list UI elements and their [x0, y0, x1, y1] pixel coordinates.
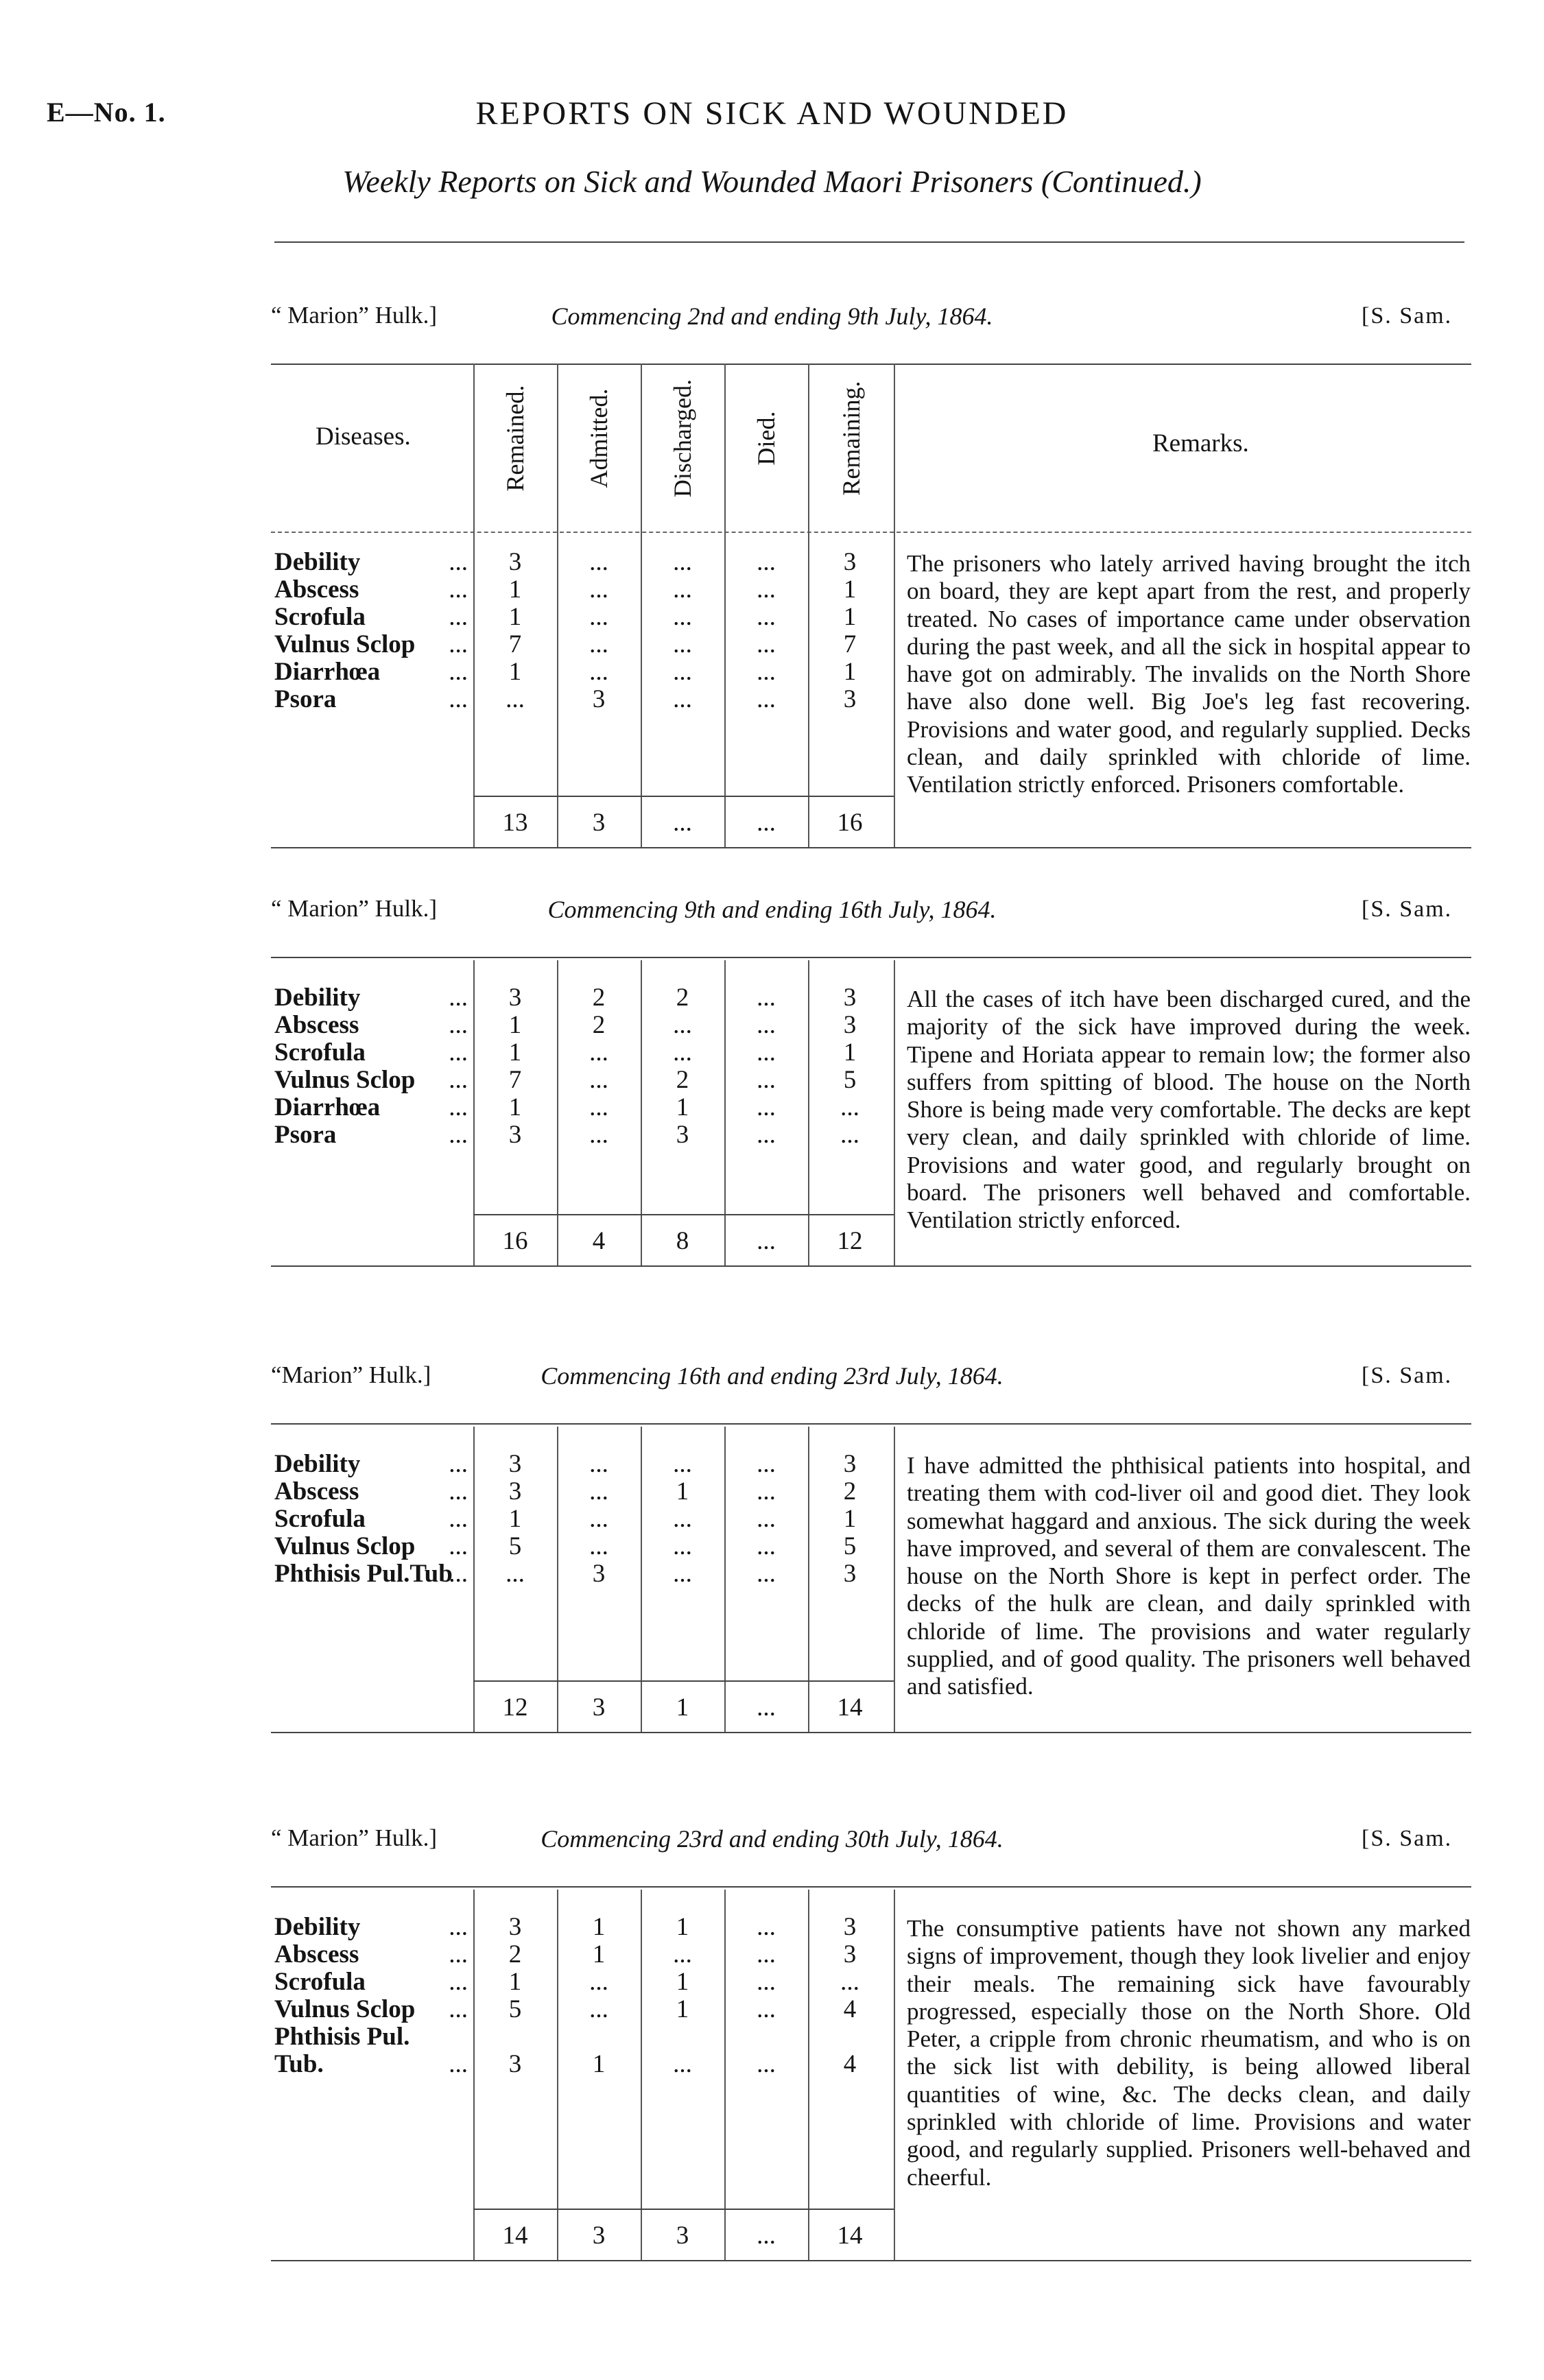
leader-dots: ... — [449, 1121, 468, 1149]
report-period: Commencing 23rd and ending 30th July, 1864. — [541, 1825, 1003, 1853]
column-header-label: Admitted. — [585, 388, 613, 488]
cell-discharged: ... — [673, 658, 692, 686]
leader-dots: ... — [449, 1940, 468, 1968]
cell-remaining: 3 — [843, 984, 857, 1012]
disease-label: Phthisis Pul.Tub — [274, 1560, 453, 1588]
cell-remaining: ... — [840, 1093, 859, 1121]
column-header-remarks: Remarks. — [1152, 429, 1249, 457]
table-top-rule — [271, 364, 1471, 365]
cell-remained: 2 — [508, 1940, 522, 1968]
leader-dots: ... — [449, 1066, 468, 1094]
cell-admitted: ... — [589, 658, 608, 686]
cell-died: ... — [757, 630, 776, 658]
cell-admitted: 1 — [592, 1940, 606, 1968]
disease-name — [274, 1478, 473, 1506]
disease-name — [274, 631, 473, 658]
total-admitted: 3 — [592, 809, 606, 837]
cell-remaining: ... — [840, 1121, 859, 1149]
total-remained: 16 — [502, 1227, 528, 1255]
table-top-rule — [271, 1423, 1471, 1425]
cell-discharged: ... — [673, 575, 692, 604]
leader-dots: ... — [449, 1913, 468, 1941]
cell-remained: 1 — [508, 603, 522, 631]
cell-remained: 1 — [508, 1038, 522, 1067]
leader-dots: ... — [449, 1477, 468, 1506]
cell-remained: 3 — [508, 984, 522, 1012]
cell-admitted: ... — [589, 1968, 608, 1996]
disease-name — [274, 686, 473, 713]
disease-name — [274, 1121, 473, 1149]
cell-remaining: 4 — [843, 2050, 857, 2078]
leader-dots: ... — [449, 1995, 468, 2023]
total-remained: 12 — [502, 1693, 528, 1722]
cell-admitted: ... — [589, 1066, 608, 1094]
disease-name — [274, 1506, 473, 1533]
table-bottom-rule — [271, 1265, 1471, 1267]
disease-label: Scrofula — [274, 1505, 366, 1533]
cell-discharged: 1 — [676, 1968, 689, 1996]
disease-name — [274, 1560, 473, 1588]
table-bottom-rule — [271, 1732, 1471, 1733]
cell-remaining: 5 — [843, 1532, 857, 1560]
total-discharged: 8 — [676, 1227, 689, 1255]
surgeon-signature: [S. Sam. — [1362, 1363, 1453, 1388]
total-remained: 14 — [502, 2222, 528, 2250]
cell-died: ... — [757, 1066, 776, 1094]
cell-admitted: 1 — [592, 1913, 606, 1941]
cell-discharged: 1 — [676, 1995, 689, 2023]
remarks-text: All the cases of itch have been discharged cured, and the majority of the sick have improved during the week. Tipene and Horiata appear to remain low; the former also suffers from spitting of blood. The house on the North Shore is being made very comfortable. The decks are kept very clean, and daily sprinkled with chloride of lime. Provisions and water good, and regularly brought on board. The prisoners well behaved and comfortable. Ventilation strictly enforced. — [907, 986, 1471, 1234]
report-period: Commencing 2nd and ending 9th July, 1864. — [551, 302, 993, 330]
total-remaining: 12 — [837, 1227, 863, 1255]
cell-remaining: 3 — [843, 1913, 857, 1941]
total-admitted: 3 — [592, 2222, 606, 2250]
cell-remaining: 7 — [843, 630, 857, 658]
total-remaining: 14 — [837, 1693, 863, 1722]
cell-remained: 7 — [508, 630, 522, 658]
header-bottom-rule — [271, 532, 1471, 533]
total-discharged: 1 — [676, 1693, 689, 1722]
cell-died: ... — [757, 603, 776, 631]
cell-remaining: ... — [840, 1968, 859, 1996]
cell-remained: 3 — [508, 2050, 522, 2078]
cell-discharged: 1 — [676, 1093, 689, 1121]
cell-admitted: ... — [589, 603, 608, 631]
cell-admitted: ... — [589, 1093, 608, 1121]
cell-admitted: 3 — [592, 685, 606, 713]
disease-label: Debility — [274, 1450, 361, 1478]
cell-died: ... — [757, 1560, 776, 1588]
cell-remained: 3 — [508, 1477, 522, 1506]
cell-discharged: ... — [673, 1532, 692, 1560]
cell-remaining: 1 — [843, 658, 857, 686]
disease-name — [274, 1533, 473, 1560]
header-rule — [274, 241, 1464, 243]
hulk-name: “ Marion” Hulk.] — [271, 895, 438, 922]
totals-rule — [473, 1214, 894, 1215]
disease-label: Abscess — [274, 1477, 359, 1506]
column-rule — [894, 1890, 895, 2260]
page-title: REPORTS ON SICK AND WOUNDED — [475, 95, 1069, 132]
total-remained: 13 — [502, 809, 528, 837]
column-rule — [894, 364, 895, 847]
cell-admitted: ... — [589, 1532, 608, 1560]
cell-admitted: ... — [589, 1995, 608, 2023]
cell-died: ... — [757, 2050, 776, 2078]
cell-admitted: ... — [589, 548, 608, 576]
disease-label: Vulnus Sclop — [274, 630, 416, 658]
cell-remaining: 3 — [843, 548, 857, 576]
surgeon-signature: [S. Sam. — [1362, 303, 1453, 329]
leader-dots: ... — [449, 685, 468, 713]
disease-name — [274, 1968, 473, 1996]
remarks-text: I have admitted the phthisical patients into hospital, and treating them with cod-liver oil and good diet. They look somewhat haggard and anxious. The sick during the week have improved, and several of them are convalescent. The house on the North Shore is kept in perfect order. The decks of the hulk are clean, and daily sprinkled with chloride of lime. The provisions and water regularly supplied, and of good quality. The prisoners well behaved and satisfied. — [907, 1452, 1471, 1700]
column-rule — [894, 960, 895, 1265]
disease-label: Phthisis Pul. — [274, 2023, 410, 2051]
surgeon-signature: [S. Sam. — [1362, 896, 1453, 922]
disease-name — [274, 2023, 473, 2051]
table-bottom-rule — [271, 2260, 1471, 2261]
cell-died: ... — [757, 658, 776, 686]
cell-remained: 1 — [508, 1505, 522, 1533]
cell-remained: ... — [506, 1560, 525, 1588]
disease-name — [274, 984, 473, 1012]
cell-admitted: ... — [589, 1505, 608, 1533]
totals-rule — [473, 796, 894, 797]
cell-died: ... — [757, 1038, 776, 1067]
cell-remaining: 3 — [843, 1450, 857, 1478]
disease-label: Scrofula — [274, 1038, 366, 1067]
cell-remaining: 2 — [843, 1477, 857, 1506]
cell-discharged: 2 — [676, 984, 689, 1012]
column-header-label: Discharged. — [669, 379, 696, 498]
remarks-text: The prisoners who lately arrived having brought the itch on board, they are kept apart from the rest, and properly treated. No cases of importance came under observation during the past week, and all the sick in hospital appear to have got on admirably. The invalids on the North Shore have also done well. Big Joe's leg fast recovering. Provisions and water good, and regularly supplied. Decks clean, and daily sprinkled with chloride of lime. Ventilation strictly enforced. Prisoners comfortable. — [907, 550, 1471, 798]
cell-died: ... — [757, 1093, 776, 1121]
disease-label: Debility — [274, 984, 361, 1012]
table-top-rule — [271, 957, 1471, 958]
leader-dots: ... — [449, 658, 468, 686]
leader-dots: ... — [449, 1038, 468, 1067]
hulk-name: “ Marion” Hulk.] — [271, 302, 438, 329]
report-period: Commencing 16th and ending 23rd July, 1864. — [541, 1362, 1003, 1390]
cell-admitted: ... — [589, 630, 608, 658]
disease-label: Debility — [274, 548, 361, 576]
disease-name — [274, 1941, 473, 1968]
leader-dots: ... — [449, 575, 468, 604]
leader-dots: ... — [449, 1532, 468, 1560]
disease-name — [274, 576, 473, 604]
total-admitted: 4 — [592, 1227, 606, 1255]
disease-label: Debility — [274, 1913, 361, 1941]
disease-name — [274, 1914, 473, 1941]
cell-remaining: 5 — [843, 1066, 857, 1094]
cell-remained: 1 — [508, 658, 522, 686]
cell-remaining: 3 — [843, 1940, 857, 1968]
cell-remained: ... — [506, 685, 525, 713]
cell-died: ... — [757, 1477, 776, 1506]
leader-dots: ... — [449, 548, 468, 576]
leader-dots: ... — [449, 2050, 468, 2078]
total-died: ... — [757, 1693, 776, 1722]
cell-remaining: 1 — [843, 603, 857, 631]
cell-admitted: 3 — [592, 1560, 606, 1588]
total-discharged: 3 — [676, 2222, 689, 2250]
cell-died: ... — [757, 1940, 776, 1968]
disease-label: Abscess — [274, 1940, 359, 1968]
cell-admitted: ... — [589, 1477, 608, 1506]
cell-died: ... — [757, 1121, 776, 1149]
column-header-diseases: Diseases. — [316, 423, 411, 451]
leader-dots: ... — [449, 630, 468, 658]
total-died: ... — [757, 1227, 776, 1255]
total-remaining: 14 — [837, 2222, 863, 2250]
cell-discharged: ... — [673, 1450, 692, 1478]
cell-died: ... — [757, 1995, 776, 2023]
cell-discharged: ... — [673, 548, 692, 576]
cell-discharged: ... — [673, 1940, 692, 1968]
column-header-label: Remaining. — [837, 381, 865, 496]
disease-label: Psora — [274, 685, 337, 713]
cell-discharged: ... — [673, 685, 692, 713]
cell-remained: 5 — [508, 1995, 522, 2023]
cell-remained: 1 — [508, 1011, 522, 1039]
cell-admitted: ... — [589, 1450, 608, 1478]
column-rule — [894, 1427, 895, 1732]
leader-dots: ... — [449, 1093, 468, 1121]
cell-discharged: ... — [673, 1560, 692, 1588]
disease-label: Scrofula — [274, 1968, 366, 1996]
cell-remaining: 3 — [843, 1011, 857, 1039]
total-died: ... — [757, 809, 776, 837]
cell-remained: 7 — [508, 1066, 522, 1094]
cell-died: ... — [757, 1532, 776, 1560]
hulk-name: “ Marion” Hulk.] — [271, 1824, 438, 1851]
cell-admitted: ... — [589, 1121, 608, 1149]
disease-name — [274, 2051, 473, 2078]
report-period: Commencing 9th and ending 16th July, 1864. — [547, 896, 997, 923]
cell-remained: 3 — [508, 548, 522, 576]
cell-remained: 1 — [508, 1093, 522, 1121]
total-discharged: ... — [673, 809, 692, 837]
cell-discharged: 2 — [676, 1066, 689, 1094]
cell-remaining: 1 — [843, 1505, 857, 1533]
disease-name — [274, 604, 473, 631]
cell-admitted: 2 — [592, 984, 606, 1012]
disease-label: Scrofula — [274, 603, 366, 631]
leader-dots: ... — [449, 1968, 468, 1996]
cell-died: ... — [757, 1505, 776, 1533]
disease-name — [274, 658, 473, 686]
cell-discharged: 3 — [676, 1121, 689, 1149]
disease-name — [274, 549, 473, 576]
leader-dots: ... — [449, 1450, 468, 1478]
disease-label: Abscess — [274, 575, 359, 604]
cell-admitted: ... — [589, 1038, 608, 1067]
hulk-name: “Marion” Hulk.] — [271, 1361, 431, 1388]
table-bottom-rule — [271, 847, 1471, 848]
cell-discharged: ... — [673, 630, 692, 658]
cell-discharged: ... — [673, 1038, 692, 1067]
disease-name — [274, 1996, 473, 2023]
cell-died: ... — [757, 1450, 776, 1478]
total-died: ... — [757, 2222, 776, 2250]
cell-discharged: 1 — [676, 1913, 689, 1941]
totals-rule — [473, 2209, 894, 2210]
cell-remained: 3 — [508, 1450, 522, 1478]
cell-remained: 1 — [508, 1968, 522, 1996]
disease-name — [274, 1067, 473, 1094]
disease-name — [274, 1012, 473, 1039]
cell-admitted: 1 — [592, 2050, 606, 2078]
leader-dots: ... — [449, 1505, 468, 1533]
disease-label: Psora — [274, 1121, 337, 1149]
totals-rule — [473, 1680, 894, 1682]
column-header-label: Died. — [752, 411, 780, 466]
cell-remained: 1 — [508, 575, 522, 604]
leader-dots: ... — [449, 1011, 468, 1039]
report-section — [0, 302, 1544, 850]
cell-remaining: 1 — [843, 1038, 857, 1067]
remarks-text: The consumptive patients have not shown any marked signs of improvement, though they look livelier and enjoy their meals. The remaining sick have favourably progressed, especially those on the North Shore. Old Peter, a cripple from chronic rheumatism, and who is on the sick list with debility, is being allowed liberal quantities of wine, &c. The decks clean, and daily sprinkled with chloride of lime. Provisions and water good, and regularly supplied. Prisoners well-behaved and cheerful. — [907, 1915, 1471, 2191]
disease-label: Vulnus Sclop — [274, 1066, 416, 1094]
disease-name — [274, 1094, 473, 1121]
total-remaining: 16 — [837, 809, 863, 837]
cell-discharged: 1 — [676, 1477, 689, 1506]
disease-label: Diarrhœa — [274, 658, 381, 686]
cell-remained: 5 — [508, 1532, 522, 1560]
cell-remaining: 3 — [843, 1560, 857, 1588]
disease-label: Vulnus Sclop — [274, 1995, 416, 2023]
disease-name — [274, 1039, 473, 1067]
disease-label: Tub. — [274, 2050, 324, 2078]
cell-discharged: ... — [673, 2050, 692, 2078]
disease-name — [274, 1451, 473, 1478]
cell-died: ... — [757, 984, 776, 1012]
cell-admitted: 2 — [592, 1011, 606, 1039]
table-top-rule — [271, 1886, 1471, 1888]
disease-label: Diarrhœa — [274, 1093, 381, 1121]
cell-died: ... — [757, 575, 776, 604]
disease-label: Vulnus Sclop — [274, 1532, 416, 1560]
cell-remaining: 1 — [843, 575, 857, 604]
cell-remained: 3 — [508, 1121, 522, 1149]
column-header-label: Remained. — [501, 385, 529, 492]
disease-label: Abscess — [274, 1011, 359, 1039]
cell-discharged: ... — [673, 1011, 692, 1039]
cell-admitted: ... — [589, 575, 608, 604]
leader-dots: ... — [449, 984, 468, 1012]
leader-dots: ... — [449, 603, 468, 631]
cell-died: ... — [757, 548, 776, 576]
total-admitted: 3 — [592, 1693, 606, 1722]
cell-discharged: ... — [673, 1505, 692, 1533]
report-section — [0, 1824, 1544, 2373]
cell-remaining: 3 — [843, 685, 857, 713]
cell-remaining: 4 — [843, 1995, 857, 2023]
cell-died: ... — [757, 1968, 776, 1996]
page-subtitle: Weekly Reports on Sick and Wounded Maori Prisoners (Continued.) — [342, 164, 1202, 199]
leader-dots: ... — [449, 1560, 468, 1588]
document-number: E—No. 1. — [47, 97, 166, 128]
cell-discharged: ... — [673, 603, 692, 631]
cell-died: ... — [757, 1913, 776, 1941]
cell-died: ... — [757, 1011, 776, 1039]
cell-died: ... — [757, 685, 776, 713]
cell-remained: 3 — [508, 1913, 522, 1941]
surgeon-signature: [S. Sam. — [1362, 1826, 1453, 1851]
